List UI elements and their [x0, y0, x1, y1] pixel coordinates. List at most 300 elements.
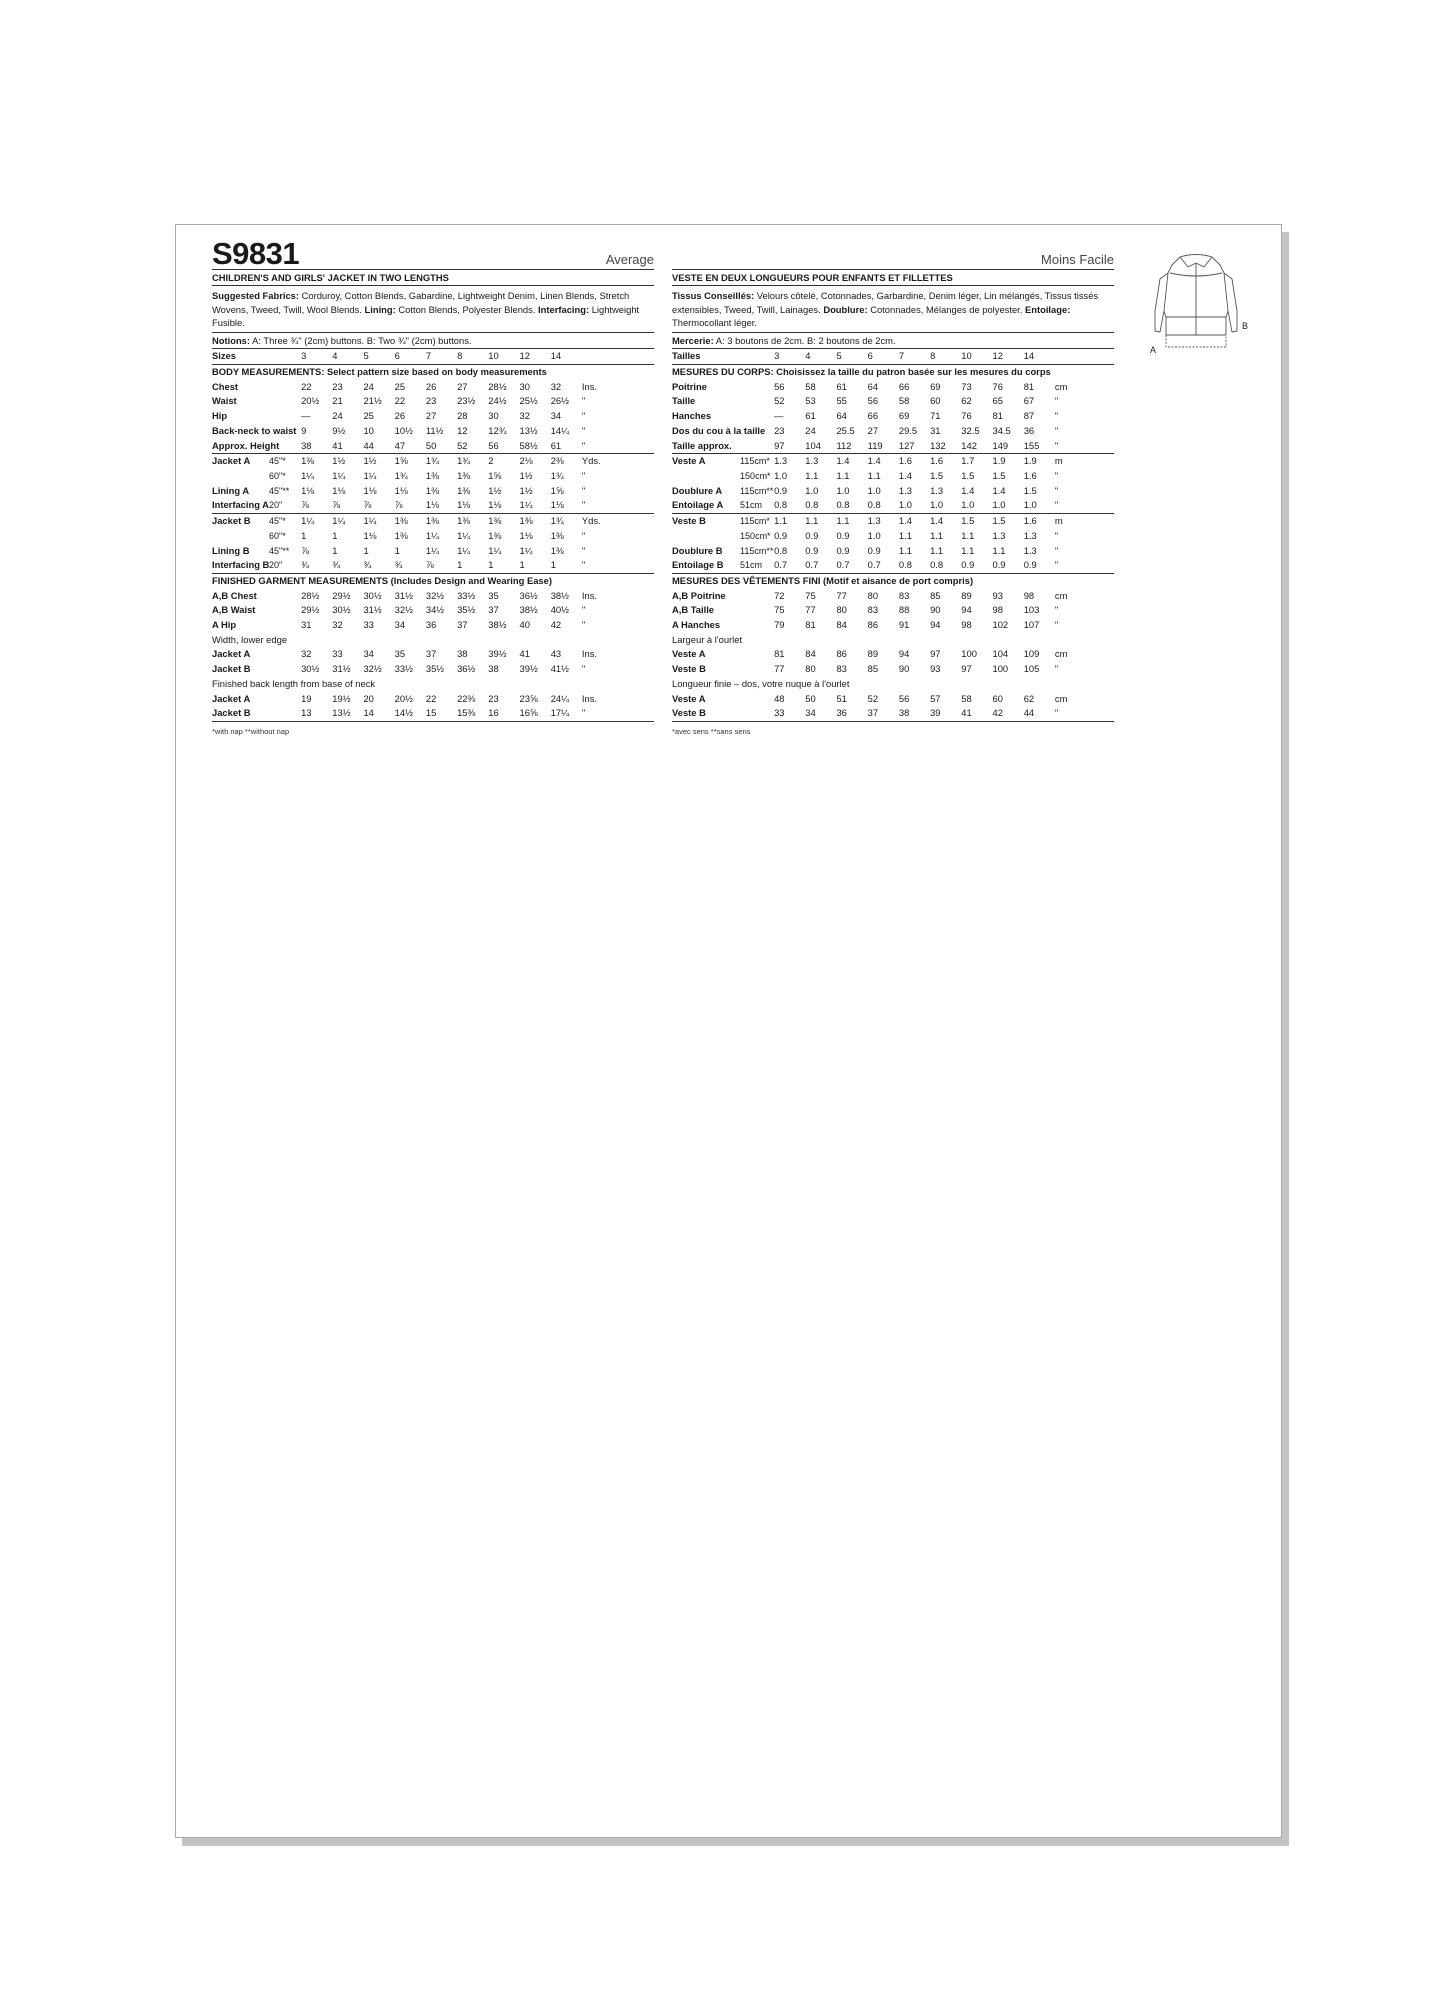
size-header: 5 [836, 349, 867, 364]
cell-value: 1½ [332, 455, 346, 467]
unit-cell: cm [1054, 589, 1068, 601]
cell-value: 37 [488, 604, 499, 616]
cell-value: 15 [426, 706, 457, 721]
cell-value: 34 [394, 619, 406, 631]
cell-value: 1.4 [898, 515, 912, 527]
interfacing-label: Entoilage: [1025, 303, 1071, 315]
cell-value: ¾ [332, 558, 363, 573]
cell-value: 65 [992, 395, 1003, 407]
title-row [672, 249, 1114, 270]
cell-value: 27 [867, 424, 879, 436]
row-label [672, 469, 740, 484]
table-row [212, 498, 654, 513]
cell-value: 1.1 [805, 470, 819, 481]
cell-value: 10½ [394, 424, 413, 436]
cell-value: 31 [930, 424, 941, 436]
cell-value: 84 [805, 648, 816, 660]
cell-value: 1¾ [550, 470, 564, 481]
length-heading [212, 677, 654, 692]
row-label: Entoilage A [672, 498, 740, 513]
cell-value: 1½ [519, 470, 533, 481]
cell-value: 86 [867, 619, 879, 631]
row-sublabel: 51cm [740, 558, 774, 573]
cell-value: 57 [930, 692, 941, 704]
cell-value: 1⅛ [332, 484, 346, 496]
cell-value: 1.0 [1024, 498, 1055, 513]
cell-value: 88 [898, 604, 910, 616]
cell-value: 1.0 [774, 470, 788, 481]
cell-value: 1¼ [332, 470, 346, 481]
cell-value: 1 [488, 558, 519, 573]
cell-value: 0.8 [899, 558, 930, 573]
cell-value: 23 [425, 395, 437, 407]
cell-value: 41 [332, 439, 363, 454]
table-row [212, 618, 654, 633]
table-row [212, 603, 654, 618]
section-heading: FINISHED GARMENT MEASUREMENTS (Includes Design and Wearing Ease) [212, 574, 552, 586]
section-heading: MESURES DU CORPS: Choisissez la taille du patron basée sur les mesures du corps [672, 366, 1051, 378]
row-label: Doublure A [672, 484, 723, 496]
cell-value: ⅞ [301, 544, 309, 556]
cell-value: 1⅜ [457, 515, 471, 527]
cell-value: 1⅛ [363, 484, 377, 496]
jacket-technical-sketch [1136, 251, 1256, 357]
cell-value: 30½ [301, 663, 320, 675]
cell-value: 80 [867, 589, 879, 601]
cell-value: 62 [1023, 692, 1035, 704]
cell-value: 38½ [519, 604, 538, 616]
unit-cell: " [581, 395, 586, 407]
cell-value: 42 [550, 619, 562, 631]
cell-value: 55 [836, 395, 847, 407]
cell-value: 81 [1023, 380, 1035, 392]
table-row [672, 409, 1114, 424]
cell-value: 67 [1023, 395, 1035, 407]
row-sublabel: 150cm* [740, 530, 771, 541]
cell-value: 83 [867, 604, 879, 616]
cell-value: 1 [301, 529, 307, 541]
cell-value: 33 [363, 619, 374, 631]
jacket-a-hem-outline [1166, 335, 1226, 347]
cell-value: 1⅝ [550, 484, 564, 496]
cell-value: 1¼ [519, 498, 550, 513]
cell-value: 1.1 [898, 544, 912, 556]
cell-value: 25.5 [836, 424, 855, 436]
row-label: Poitrine [672, 380, 707, 392]
cell-value: 56 [488, 439, 519, 454]
size-header: 8 [457, 349, 488, 364]
cell-value: 1.3 [805, 455, 819, 467]
unit-cell: " [1054, 424, 1059, 436]
unit-cell: " [582, 439, 654, 454]
cell-value: 1.1 [961, 529, 975, 541]
table-row [672, 662, 1114, 677]
cell-value: 1.3 [867, 515, 881, 527]
cell-value: 1.4 [898, 470, 912, 481]
cell-value: 20½ [394, 692, 413, 704]
cell-value: 100 [961, 648, 977, 660]
cell-value: 112 [836, 439, 867, 454]
cell-value: 97 [774, 439, 805, 454]
table-row [212, 409, 654, 424]
cell-value: 1¼ [488, 544, 502, 556]
table-row [672, 498, 1114, 513]
cell-value: 16 [488, 706, 519, 721]
cell-value: 1⅛ [457, 498, 488, 513]
cell-value: 1 [519, 558, 550, 573]
cell-value: 1.0 [899, 498, 930, 513]
cell-value: ¾ [395, 558, 426, 573]
cell-value: 1½ [488, 484, 502, 496]
cell-value: 87 [1023, 410, 1035, 422]
cell-value: 1⅜ [394, 515, 408, 527]
unit-cell: " [581, 484, 586, 496]
footnote: *avec sens **sans sens [672, 726, 751, 736]
english-column [212, 236, 654, 736]
cell-value: 1.4 [836, 455, 850, 467]
cell-value: 81 [805, 619, 816, 631]
cell-value: 31½ [332, 663, 351, 675]
row-label: Lining A [212, 484, 250, 496]
cell-value: 73 [961, 380, 972, 392]
cell-value: 41½ [550, 663, 569, 675]
cell-value: 69 [898, 410, 910, 422]
cell-value: 85 [867, 663, 879, 675]
cell-value: 1.1 [930, 529, 944, 541]
cell-value: ⅞ [395, 498, 426, 513]
row-label: Taille approx. [672, 439, 774, 454]
table-row [212, 394, 654, 409]
cell-value: 1.1 [992, 544, 1006, 556]
cell-value: 9 [301, 424, 307, 436]
cell-value: 0.8 [774, 544, 788, 556]
cell-value: 1.1 [836, 470, 850, 481]
cell-value: 69 [930, 380, 941, 392]
cell-value: 94 [930, 619, 941, 631]
width-heading [212, 633, 654, 648]
cell-value: 1⅜ [519, 515, 533, 527]
cell-value: 1⅜ [550, 544, 564, 556]
cell-value: 32.5 [961, 424, 980, 436]
interfacing-label: Interfacing: [538, 303, 590, 315]
cell-value: 1.4 [992, 484, 1006, 496]
section-heading: Finished back length from base of neck [212, 677, 376, 689]
unit-cell: " [581, 410, 586, 422]
row-label: Interfacing A [212, 498, 269, 513]
interfacing-text: Thermocollant léger. [672, 317, 757, 329]
cell-value: 86 [836, 648, 847, 660]
cell-value: 1¼ [363, 470, 377, 481]
row-label: Veste A [672, 692, 706, 704]
cell-value: 41 [961, 706, 992, 721]
cell-value: 21½ [363, 395, 382, 407]
finished-measurements-heading [672, 573, 1114, 588]
size-header: 4 [332, 349, 363, 364]
difficulty-level: Moins Facile [1041, 252, 1114, 267]
cell-value: 119 [868, 439, 899, 454]
view-label-b: B [1242, 321, 1249, 331]
cell-value: 1.0 [867, 484, 881, 496]
cell-value: 94 [898, 648, 910, 660]
cell-value: — [301, 410, 311, 422]
cell-value: 1.3 [898, 484, 912, 496]
cell-value: 33 [332, 648, 343, 660]
cell-value: 89 [961, 589, 972, 601]
unit-cell: Ins. [581, 692, 598, 704]
cell-value: 1 [457, 558, 488, 573]
cell-value: 76 [961, 410, 972, 422]
unit-cell: " [1054, 604, 1059, 616]
cell-value: 1⅛ [394, 484, 408, 496]
cell-value: 1.1 [774, 515, 788, 527]
unit-cell: " [1055, 558, 1114, 573]
cell-value: 1.1 [961, 544, 975, 556]
cell-value: 0.7 [836, 558, 867, 573]
unit-cell: " [1055, 706, 1114, 721]
cell-value: 37 [457, 619, 468, 631]
size-header: 4 [805, 349, 836, 364]
cell-value: 56 [867, 395, 879, 407]
table-row [672, 439, 1114, 454]
cell-value: 0.7 [774, 558, 805, 573]
cell-value: 23 [774, 424, 785, 436]
cell-value: 12¾ [488, 424, 507, 436]
table-row [672, 484, 1114, 499]
row-sublabel: 60"* [269, 530, 286, 541]
fabric-suggestions [212, 286, 654, 333]
row-label: Veste B [672, 706, 774, 721]
cell-value: 1.5 [961, 470, 975, 481]
body-measurements-heading [672, 365, 1114, 380]
unit-cell: " [1054, 395, 1059, 407]
size-header: 12 [992, 349, 1023, 364]
cell-value: 13½ [332, 706, 363, 721]
table-row [212, 692, 654, 707]
cell-value: ¾ [363, 558, 394, 573]
cell-value: 1.0 [836, 484, 850, 496]
row-sublabel: 150cm* [740, 471, 771, 481]
cell-value: 81 [774, 648, 785, 660]
cell-value: 1⅜ [425, 515, 439, 527]
row-label: Taille [672, 395, 696, 407]
cell-value: 1.3 [930, 484, 944, 496]
cell-value: 1¾ [550, 515, 564, 527]
cell-value: 1 [332, 544, 338, 556]
cell-value: 0.9 [805, 544, 819, 556]
cell-value: 66 [898, 380, 910, 392]
table-row [672, 589, 1114, 604]
cell-value: 23⅝ [519, 692, 538, 704]
cell-value: 26 [394, 410, 406, 422]
cell-value: 94 [961, 604, 972, 616]
cell-value: 66 [867, 410, 879, 422]
table-row [212, 662, 654, 677]
cell-value: 35½ [425, 663, 445, 675]
size-header: 3 [301, 349, 332, 364]
unit-cell: " [1054, 410, 1059, 422]
cell-value: 28½ [488, 380, 507, 392]
row-sublabel: 20" [269, 558, 301, 573]
notions-label: Mercerie: [672, 334, 714, 346]
cell-value: 0.8 [836, 498, 867, 513]
cell-value: 1⅜ [457, 470, 471, 481]
cell-value: 22⅜ [457, 692, 476, 704]
row-sublabel: 45"* [269, 456, 286, 467]
cell-value: 30½ [363, 589, 382, 601]
cell-value: 93 [930, 663, 941, 675]
cell-value: 36 [425, 619, 437, 631]
cell-value: 1⅛ [551, 498, 582, 513]
cell-value: 42 [992, 706, 1023, 721]
body-measurements-heading [212, 365, 654, 380]
cell-value: 1.0 [867, 529, 881, 541]
cell-value: 22 [394, 395, 406, 407]
section-heading: BODY MEASUREMENTS: Select pattern size based on body measurements [212, 366, 547, 378]
difficulty-level: Average [605, 252, 654, 267]
cell-value: 1.6 [1023, 470, 1037, 481]
cell-value: 34.5 [992, 424, 1011, 436]
cell-value: 24 [332, 410, 343, 422]
unit-header [1055, 349, 1114, 364]
sizes-row [212, 349, 654, 364]
length-heading [672, 677, 1114, 692]
cell-value: 32 [550, 380, 562, 392]
cell-value: 34 [805, 706, 836, 721]
cell-value: 98 [961, 619, 972, 631]
cell-value: 0.8 [805, 498, 836, 513]
row-label: Jacket B [212, 663, 251, 675]
row-label: Waist [212, 395, 237, 407]
cell-value: 13½ [519, 424, 538, 436]
unit-cell: " [1055, 498, 1114, 513]
size-header: 10 [488, 349, 519, 364]
unit-cell: Ins. [581, 589, 598, 601]
cell-value: 75 [774, 604, 785, 616]
cell-value: 37 [425, 648, 437, 660]
sizes-label: Sizes [212, 349, 301, 364]
cell-value: 72 [774, 589, 785, 601]
table-row [212, 529, 654, 544]
cell-value: 21 [332, 395, 343, 407]
cell-value: 27 [457, 380, 468, 392]
cell-value: 79 [774, 619, 785, 631]
table-row [212, 454, 654, 469]
cell-value: 75 [805, 589, 816, 601]
lining-label: Doublure: [823, 303, 868, 315]
cell-value: 30 [519, 380, 530, 392]
table-row [672, 558, 1114, 573]
cell-value: 149 [992, 439, 1023, 454]
cell-value: 32½ [363, 663, 382, 675]
cell-value: 1.6 [898, 455, 912, 467]
cell-value: 0.9 [1024, 558, 1055, 573]
unit-cell: m [1054, 515, 1063, 527]
unit-cell: " [1054, 663, 1059, 675]
cell-value: 32 [332, 619, 343, 631]
cell-value: 43 [550, 648, 562, 660]
row-label: Jacket A [212, 455, 251, 467]
cell-value: 1.0 [805, 484, 819, 496]
size-header: 6 [395, 349, 426, 364]
cell-value: 90 [930, 604, 941, 616]
cell-value: — [774, 410, 784, 422]
cell-value: 1¼ [301, 470, 315, 481]
row-label: Veste B [672, 663, 706, 675]
unit-cell: cm [1054, 648, 1068, 660]
unit-cell: " [582, 498, 654, 513]
section-heading: Width, lower edge [212, 633, 288, 645]
cell-value: 97 [930, 648, 941, 660]
row-label [212, 469, 269, 484]
cell-value: 1.4 [930, 515, 944, 527]
cell-value: 58 [898, 395, 910, 407]
size-header: 7 [899, 349, 930, 364]
cell-value: 35 [394, 648, 406, 660]
cell-value: 0.9 [774, 484, 788, 496]
unit-cell: " [1054, 470, 1059, 481]
unit-cell: Yds. [581, 515, 601, 527]
table-row [672, 618, 1114, 633]
row-label: Chest [212, 380, 239, 392]
cell-value: 38 [457, 648, 468, 660]
footnote: *with nap **without nap [212, 726, 290, 736]
cell-value: 22 [301, 380, 312, 392]
cell-value: 9½ [332, 424, 346, 436]
cell-value: 39½ [519, 663, 538, 675]
row-label: Approx. Height [212, 439, 301, 454]
cell-value: 40 [519, 619, 530, 631]
table-row [672, 394, 1114, 409]
cell-value: 1¼ [457, 529, 471, 541]
cell-value: 35 [488, 589, 499, 601]
cell-value: 1.3 [1023, 544, 1037, 556]
finished-measurements-heading [212, 573, 654, 588]
cell-value: 30½ [332, 604, 351, 616]
cell-value: 1.3 [774, 455, 788, 467]
cell-value: 1.1 [898, 529, 912, 541]
cell-value: 37 [868, 706, 899, 721]
cell-value: 0.9 [805, 529, 819, 541]
cell-value: 84 [836, 619, 847, 631]
cell-value: 41 [519, 648, 530, 660]
cell-value: 1¾ [425, 455, 439, 467]
table-row [212, 424, 654, 439]
unit-cell: " [581, 544, 586, 556]
cell-value: ⅞ [426, 558, 457, 573]
cell-value: 102 [992, 619, 1009, 631]
unit-cell: cm [1054, 380, 1068, 392]
cell-value: 16⅝ [519, 706, 550, 721]
cell-value: 29½ [332, 589, 351, 601]
cell-value: 58 [961, 692, 972, 704]
cell-value: 1¼ [301, 515, 315, 527]
cell-value: 14 [363, 706, 394, 721]
unit-header [582, 349, 654, 364]
cell-value: 1 [363, 544, 369, 556]
cell-value: 107 [1023, 619, 1040, 631]
size-header: 14 [551, 349, 582, 364]
table-row [212, 469, 654, 484]
cell-value: 51 [836, 692, 847, 704]
sizes-row [672, 349, 1114, 364]
cell-value: 77 [805, 604, 816, 616]
cell-value: 127 [899, 439, 930, 454]
cell-value: 53 [805, 395, 816, 407]
cell-value: 0.7 [805, 558, 836, 573]
sleeve-seam-right [1224, 273, 1228, 311]
cell-value: 52 [774, 395, 785, 407]
row-label: Doublure B [672, 544, 723, 556]
